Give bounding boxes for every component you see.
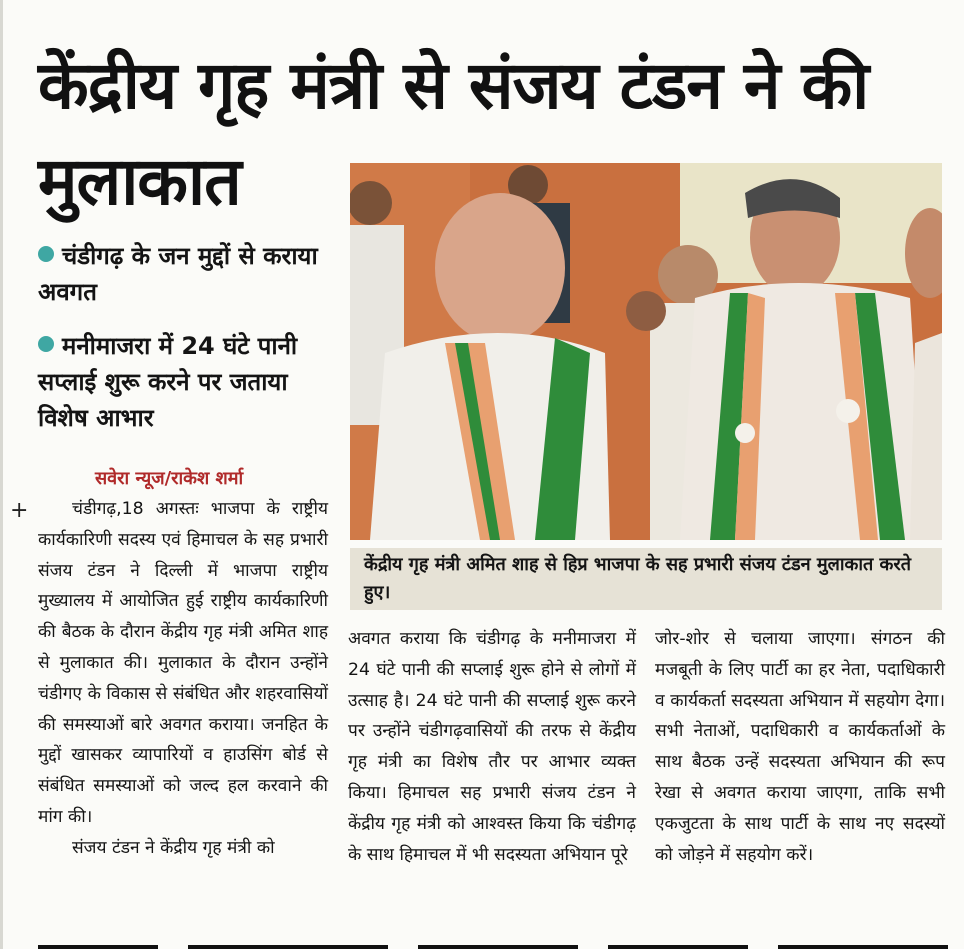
page-edge-rule [0,0,3,949]
headline: केंद्रीय गृह मंत्री से संजय टंडन ने की मुलाकात [38,47,869,220]
byline: सवेरा न्यूज/राकेश शर्मा [95,468,244,489]
news-photo-illustration [350,163,942,540]
bullet-point-1 [38,238,338,310]
bullet-text-2: मनीमाजरा में 24 घंटे पानी सप्लाई शुरू करने पर जताया विशेष आभार [38,332,298,432]
bullet-text-1: चंडीगढ़ के जन मुद्दों से कराया अवगत [38,242,318,306]
article-column-1 [38,494,328,864]
bullet-dot-icon [38,336,54,352]
article-column-2 [348,624,636,870]
article-column-3 [655,624,945,870]
plus-mark: + [10,498,29,523]
bullet-point-2 [38,328,338,436]
bullet-dot-icon [38,246,54,262]
photo-caption: केंद्रीय गृह मंत्री अमित शाह से हिप्र भाजपा के सह प्रभारी संजय टंडन मुलाकात करते हुए। [350,548,942,610]
cut-off-text-illustration [38,942,958,949]
article-paragraph: चंडीगढ़,18 अगस्तः भाजपा के राष्ट्रीय कार्यकारिणी सदस्य एवं हिमाचल के सह प्रभारी संजय टंडन ने दिल्ली में भाजपा राष्ट्रीय मुख्यालय में आयोजित हुई राष्ट्रीय कार्यकारिणी की बैठक के दौरान केंद्रीय गृह मंत्री अमित शाह से मुलाकात की। मुलाकात के दौरान उन्होंने चंडीगए के विकास से संबंधित और शहरवासियों की समस्याओं बारे अवगत कराया। जनहित के मुद्दों खासकर व्यापारियों व हाउसिंग बोर्ड से संबंधित समस्याओं को जल्द हल करवाने की मांग की। [38,499,328,827]
next-headline-cut-off [38,938,958,949]
sub-headline-bullets [38,238,338,454]
article-paragraph: संजय टंडन ने केंद्रीय गृह मंत्री को [72,837,275,858]
news-photo [350,163,942,540]
article-paragraph: अवगत कराया कि चंडीगढ़ के मनीमाजरा में 24 घंटे पानी की सप्लाई शुरू होने से लोगों में उत्साह है। 24 घंटे पानी की सप्लाई शुरू करने पर उन्होंने चंडीगढ़वासियों की तरफ से केंद्रीय गृह मंत्री का विशेष तौर पर आभार व्यक्त किया। हिमाचल सह प्रभारी संजय टंडन ने केंद्रीय गृह मंत्री को आश्वस्त किया कि चंडीगढ़ के साथ हिमाचल में भी सदस्यता अभियान पूरे [348,629,636,865]
article-paragraph: जोर-शोर से चलाया जाएगा। संगठन की मजबूती के लिए पार्टी का हर नेता, पदाधिकारी व कार्यकर्ता सदस्यता अभियान में सहयोग देगा। सभी नेताओं, पदाधिकारी व कार्यकर्ताओं के साथ बैठक उन्हें सदस्यता अभियान की रूप रेखा से अवगत कराया जाएगा, ताकि सभी एकजुटता के साथ पार्टी के साथ नए सदस्यों को जोड़ने में सहयोग करें। [655,629,945,865]
